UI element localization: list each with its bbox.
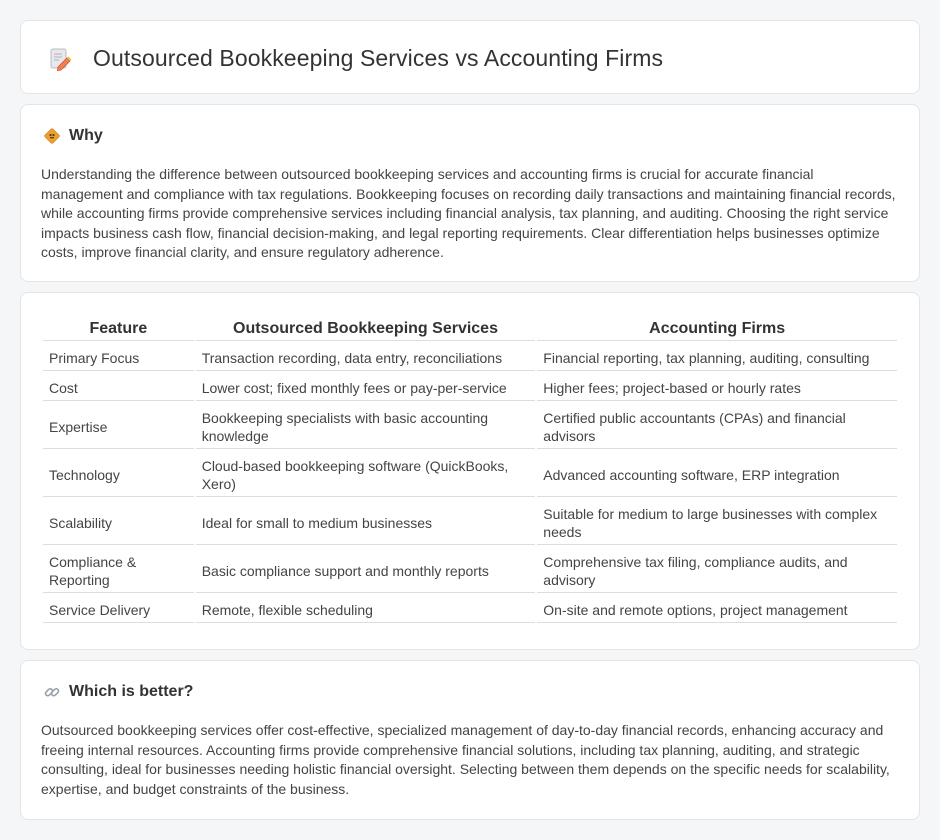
feature-cell: Primary Focus bbox=[43, 343, 194, 371]
accounting-cell: Advanced accounting software, ERP integration bbox=[537, 451, 897, 497]
bookkeeping-cell: Ideal for small to medium businesses bbox=[196, 499, 536, 545]
table-row bbox=[43, 595, 897, 623]
header-accounting: Accounting Firms bbox=[537, 316, 897, 341]
why-heading: Why bbox=[69, 127, 103, 144]
accounting-cell: Comprehensive tax filing, compliance audits, and advisory bbox=[537, 547, 897, 593]
better-heading: Which is better? bbox=[69, 683, 194, 700]
bookkeeping-cell: Lower cost; fixed monthly fees or pay-per-service bbox=[196, 373, 536, 401]
why-text: Understanding the difference between outsourced bookkeeping services and accounting firms is crucial for accurate financial management and compliance with tax regulations. Bookkeeping focuses on recording daily transactions and maintaining financial records, while accounting firms provide comprehensive services including financial analysis, tax planning, and auditing. Choosing the right service impacts business cash flow, financial decision-making, and legal reporting requirements. Clear differentiation helps businesses optimize costs, improve financial clarity, and ensure regulatory adherence. bbox=[41, 166, 896, 260]
link-icon bbox=[43, 683, 61, 701]
table-row bbox=[43, 547, 897, 593]
title-row bbox=[47, 45, 663, 72]
feature-cell: Scalability bbox=[43, 499, 194, 545]
why-heading-row bbox=[43, 127, 103, 145]
bookkeeping-cell: Cloud-based bookkeeping software (QuickBooks, Xero) bbox=[196, 451, 536, 497]
accounting-cell: On-site and remote options, project management bbox=[537, 595, 897, 623]
table-row bbox=[43, 499, 897, 545]
feature-cell: Compliance & Reporting bbox=[43, 547, 194, 593]
table-row bbox=[43, 451, 897, 497]
diamond-sign-icon bbox=[43, 127, 61, 145]
page-title: Outsourced Bookkeeping Services vs Accounting Firms bbox=[93, 45, 664, 71]
which-is-better-section bbox=[20, 660, 920, 820]
table-row bbox=[43, 403, 897, 449]
table-row bbox=[43, 373, 897, 401]
bookkeeping-cell: Basic compliance support and monthly reports bbox=[196, 547, 536, 593]
table-row bbox=[43, 343, 897, 371]
table-header-row bbox=[43, 316, 897, 341]
header-bookkeeping: Outsourced Bookkeeping Services bbox=[196, 316, 536, 341]
accounting-cell: Suitable for medium to large businesses with complex needs bbox=[537, 499, 897, 545]
comparison-table bbox=[41, 314, 899, 625]
header-feature: Feature bbox=[43, 316, 194, 341]
feature-cell: Technology bbox=[43, 451, 194, 497]
bookkeeping-cell: Transaction recording, data entry, reconciliations bbox=[196, 343, 536, 371]
accounting-cell: Financial reporting, tax planning, auditing, consulting bbox=[537, 343, 897, 371]
bookkeeping-cell: Remote, flexible scheduling bbox=[196, 595, 536, 623]
feature-cell: Expertise bbox=[43, 403, 194, 449]
accounting-cell: Certified public accountants (CPAs) and financial advisors bbox=[537, 403, 897, 449]
feature-cell: Cost bbox=[43, 373, 194, 401]
bookkeeping-cell: Bookkeeping specialists with basic accounting knowledge bbox=[196, 403, 536, 449]
title-card bbox=[20, 20, 920, 94]
edit-document-icon bbox=[47, 46, 73, 72]
feature-cell: Service Delivery bbox=[43, 595, 194, 623]
why-section bbox=[20, 104, 920, 282]
better-text: Outsourced bookkeeping services offer cost-effective, specialized management of day-to-day financial records, enhancing accuracy and freeing internal resources. Accounting firms provide comprehensive financial solutions, including tax planning, auditing, and strategic consulting, ideal for businesses needing holistic financial oversight. Selecting between them depends on the specific needs for scalability, expertise, and budget constraints of the business. bbox=[41, 722, 890, 797]
accounting-cell: Higher fees; project-based or hourly rates bbox=[537, 373, 897, 401]
better-heading-row bbox=[43, 683, 193, 701]
comparison-section bbox=[20, 292, 920, 650]
